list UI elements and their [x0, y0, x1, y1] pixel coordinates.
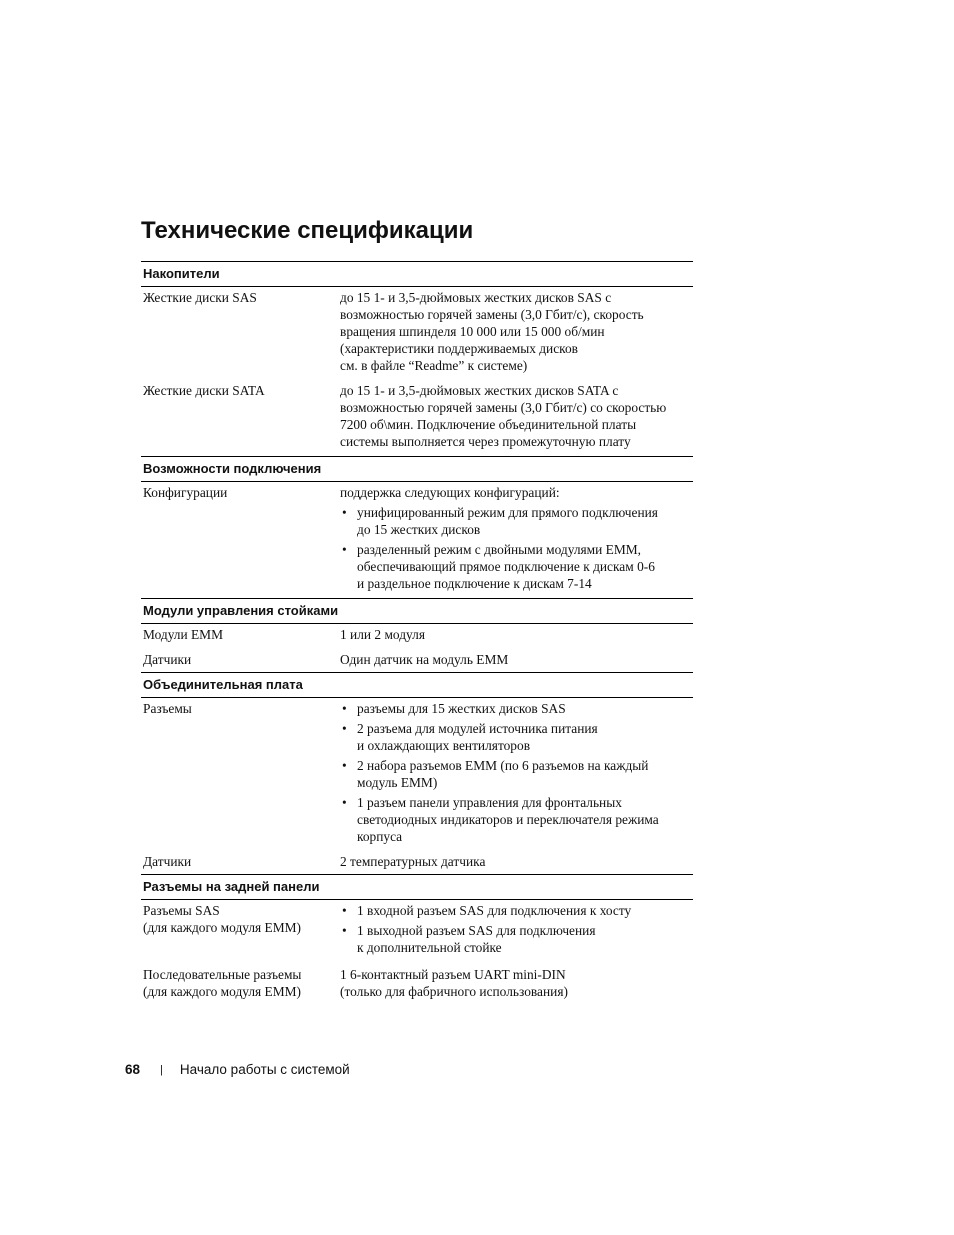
row-label: Последовательные разъемы (для каждого модуля EMM) — [143, 967, 302, 999]
row-label: Конфигурации — [143, 485, 228, 500]
list-item — [340, 541, 693, 592]
row-value — [340, 700, 693, 845]
list-item — [340, 757, 693, 791]
section-header-rear-connectors: Разъемы на задней панели — [141, 874, 693, 900]
table-row — [141, 960, 693, 1004]
footer-title: Начало работы с системой — [179, 1062, 350, 1077]
bullet-icon: • — [342, 903, 347, 918]
list-item-text: 2 набора разъемов EMM (по 6 разъемов на каждый модуль EMM) — [357, 758, 649, 790]
section-backplane — [141, 672, 693, 874]
row-value: 2 температурных датчика — [340, 854, 486, 869]
row-label: Датчики — [143, 652, 192, 667]
list-item — [340, 902, 693, 919]
table-row — [141, 647, 693, 672]
list-item-text: 2 разъема для модулей источника питания и охлаждающих вентиляторов — [357, 721, 598, 753]
table-row — [141, 287, 693, 378]
bullet-list — [340, 700, 693, 845]
section-header-rack-modules: Модули управления стойками — [141, 598, 693, 624]
section-rear-connectors — [141, 874, 693, 1004]
footer-separator: | — [160, 1064, 163, 1076]
row-value: 1 или 2 модуля — [340, 627, 425, 642]
bullet-list — [340, 902, 693, 956]
bullet-icon: • — [342, 505, 347, 520]
list-item-text: разъемы для 15 жестких дисков SAS — [357, 701, 566, 716]
list-item-text: 1 разъем панели управления для фронтальных светодиодных индикаторов и переключателя режима корпуса — [357, 795, 659, 844]
section-header-connectivity: Возможности подключения — [141, 456, 693, 482]
row-value: до 15 1- и 3,5-дюймовых жестких дисков SATA с возможностью горячей замены (3,0 Гбит/с) со скоростью 7200 об\мин. Подключение объединительной платы системы выполняется через промежуточную плату — [340, 383, 667, 449]
list-item — [340, 794, 693, 845]
section-header-drives: Накопители — [141, 261, 693, 287]
page-title: Технические спецификации — [141, 217, 474, 244]
row-value: 1 6-контактный разъем UART mini-DIN (только для фабричного использования) — [340, 967, 568, 999]
bullet-icon: • — [342, 758, 347, 773]
list-item — [340, 720, 693, 754]
bullet-icon: • — [342, 923, 347, 938]
table-row — [141, 482, 693, 598]
spec-table — [141, 261, 693, 1004]
section-rack-modules — [141, 598, 693, 672]
page-number: 68 — [125, 1062, 141, 1077]
list-item — [340, 504, 693, 538]
section-drives — [141, 261, 693, 456]
row-value: до 15 1- и 3,5-дюймовых жестких дисков SAS с возможностью горячей замены (3,0 Гбит/с), скорость вращения шпинделя 10 000 или 15 000 об/мин (характеристики поддерживаемых дисков см. в файле “Readme” к системе) — [340, 290, 644, 373]
list-item — [340, 922, 693, 956]
row-label: Модули EMM — [143, 627, 223, 642]
table-row — [141, 698, 693, 849]
row-label: Датчики — [143, 854, 192, 869]
list-item-text: разделенный режим с двойными модулями EMM, обеспечивающий прямое подключение к дискам 0-6 и раздельное подключение к дискам 7-14 — [357, 542, 655, 591]
row-label: Разъемы SAS (для каждого модуля EMM) — [143, 903, 302, 935]
section-header-backplane: Объединительная плата — [141, 672, 693, 698]
table-row — [141, 849, 693, 874]
bullet-icon: • — [342, 721, 347, 736]
list-item — [340, 700, 693, 717]
row-value: Один датчик на модуль EMM — [340, 652, 509, 667]
list-item-text: 1 выходной разъем SAS для подключения к дополнительной стойке — [357, 923, 596, 955]
list-item-text: 1 входной разъем SAS для подключения к хосту — [357, 903, 632, 918]
section-connectivity — [141, 456, 693, 598]
page-footer — [125, 1061, 350, 1079]
bullet-icon: • — [342, 701, 347, 716]
row-value — [340, 484, 693, 592]
bullet-icon: • — [342, 542, 347, 557]
row-label: Жесткие диски SATA — [143, 383, 265, 398]
list-item-text: унифицированный режим для прямого подключения до 15 жестких дисков — [357, 505, 658, 537]
table-row — [141, 378, 693, 456]
row-value — [340, 902, 693, 956]
bullet-icon: • — [342, 795, 347, 810]
table-row — [141, 624, 693, 647]
row-label: Жесткие диски SAS — [143, 290, 257, 305]
row-intro-text: поддержка следующих конфигураций: — [340, 485, 560, 500]
bullet-list — [340, 504, 693, 592]
table-row — [141, 900, 693, 960]
row-label: Разъемы — [143, 701, 192, 716]
